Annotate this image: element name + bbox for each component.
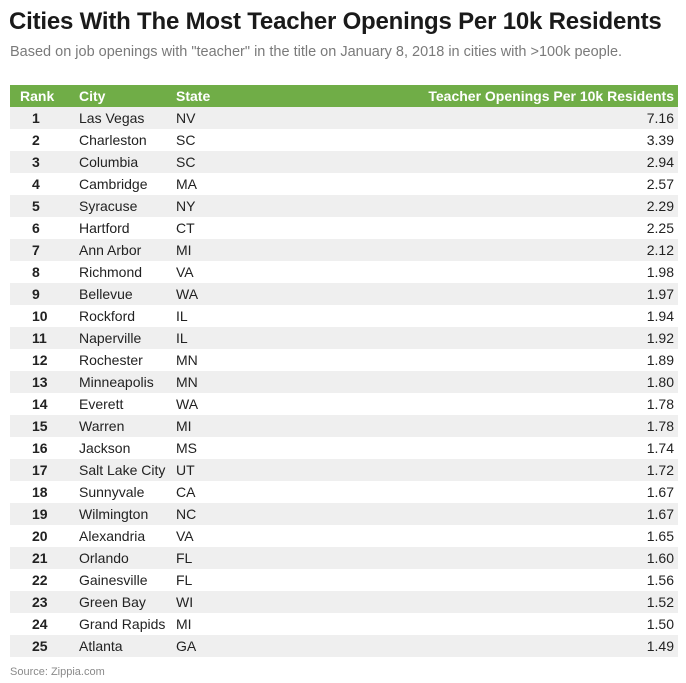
header-value: Teacher Openings Per 10k Residents: [428, 88, 674, 104]
rank-cell: 9: [32, 286, 40, 302]
state-cell: UT: [176, 462, 195, 478]
state-cell: SC: [176, 154, 196, 170]
state-cell: VA: [176, 264, 194, 280]
state-cell: WA: [176, 396, 199, 412]
table-row: [10, 635, 678, 657]
state-cell: FL: [176, 550, 193, 566]
city-cell: Alexandria: [79, 528, 146, 544]
table-row: [10, 283, 678, 305]
rank-cell: 13: [32, 374, 48, 390]
state-cell: CA: [176, 484, 196, 500]
header-city: City: [79, 88, 106, 104]
state-cell: MI: [176, 616, 192, 632]
rank-cell: 8: [32, 264, 40, 280]
city-cell: Charleston: [79, 132, 147, 148]
value-cell: 1.67: [646, 506, 674, 522]
city-cell: Syracuse: [79, 198, 138, 214]
state-cell: MN: [176, 352, 198, 368]
rank-cell: 14: [32, 396, 48, 412]
city-cell: Warren: [79, 418, 125, 434]
value-cell: 7.16: [646, 110, 674, 126]
value-cell: 1.78: [646, 418, 674, 434]
table-row: [10, 349, 678, 371]
rank-cell: 2: [32, 132, 40, 148]
table-row: [10, 217, 678, 239]
chart-subtitle: Based on job openings with "teacher" in the title on January 8, 2018 in cities with >100k people.: [10, 44, 623, 60]
table-row: [10, 591, 678, 613]
state-cell: MA: [176, 176, 197, 192]
chart-title: Cities With The Most Teacher Openings Per 10k Residents: [9, 8, 662, 35]
city-cell: Rockford: [79, 308, 136, 324]
value-cell: 2.12: [646, 242, 674, 258]
state-cell: VA: [176, 528, 194, 544]
rank-cell: 17: [32, 462, 48, 478]
city-cell: Salt Lake City: [79, 462, 166, 478]
table-row: [10, 459, 678, 481]
state-cell: MI: [176, 242, 192, 258]
state-cell: FL: [176, 572, 193, 588]
table-row: [10, 305, 678, 327]
value-cell: 2.25: [646, 220, 674, 236]
rank-cell: 18: [32, 484, 48, 500]
value-cell: 2.94: [646, 154, 674, 170]
rank-cell: 10: [32, 308, 48, 324]
table-row: [10, 151, 678, 173]
state-cell: CT: [176, 220, 195, 236]
rank-cell: 12: [32, 352, 48, 368]
table-row: [10, 525, 678, 547]
table-row: [10, 393, 678, 415]
value-cell: 1.65: [646, 528, 674, 544]
rank-cell: 6: [32, 220, 40, 236]
header-rank: Rank: [20, 88, 55, 104]
table-row: [10, 107, 678, 129]
rank-cell: 1: [32, 110, 40, 126]
rank-cell: 21: [32, 550, 48, 566]
city-cell: Grand Rapids: [79, 616, 166, 632]
rank-cell: 20: [32, 528, 48, 544]
city-cell: Rochester: [79, 352, 143, 368]
table-row: [10, 371, 678, 393]
header-row: [10, 85, 678, 107]
city-cell: Bellevue: [79, 286, 133, 302]
city-cell: Richmond: [79, 264, 143, 280]
table-row: [10, 569, 678, 591]
table-row: [10, 195, 678, 217]
value-cell: 2.57: [646, 176, 674, 192]
city-cell: Columbia: [79, 154, 139, 170]
teacher-openings-table: [10, 85, 678, 657]
value-cell: 3.39: [646, 132, 674, 148]
table-row: [10, 503, 678, 525]
state-cell: MN: [176, 374, 198, 390]
table-row: [10, 129, 678, 151]
state-cell: WA: [176, 286, 199, 302]
city-cell: Green Bay: [79, 594, 146, 610]
state-cell: NV: [176, 110, 196, 126]
table-row: [10, 173, 678, 195]
value-cell: 1.89: [646, 352, 674, 368]
table-row: [10, 415, 678, 437]
table-row: [10, 327, 678, 349]
table-row: [10, 481, 678, 503]
rank-cell: 16: [32, 440, 48, 456]
value-cell: 1.92: [646, 330, 674, 346]
header-state: State: [176, 88, 211, 104]
city-cell: Gainesville: [79, 572, 148, 588]
state-cell: MI: [176, 418, 192, 434]
value-cell: 2.29: [646, 198, 674, 214]
value-cell: 1.80: [646, 374, 674, 390]
value-cell: 1.94: [646, 308, 674, 324]
state-cell: IL: [176, 308, 188, 324]
rank-cell: 23: [32, 594, 48, 610]
table-header: [10, 85, 678, 107]
city-cell: Wilmington: [79, 506, 149, 522]
city-cell: Everett: [79, 396, 124, 412]
state-cell: NY: [176, 198, 196, 214]
rank-cell: 11: [32, 330, 47, 346]
rank-cell: 19: [32, 506, 48, 522]
value-cell: 1.78: [646, 396, 674, 412]
table-row: [10, 613, 678, 635]
rank-cell: 7: [32, 242, 40, 258]
value-cell: 1.98: [646, 264, 674, 280]
value-cell: 1.49: [646, 638, 674, 654]
value-cell: 1.74: [646, 440, 674, 456]
state-cell: WI: [176, 594, 194, 610]
table-row: [10, 239, 678, 261]
city-cell: Orlando: [79, 550, 129, 566]
table-row: [10, 437, 678, 459]
city-cell: Atlanta: [79, 638, 123, 654]
table-body: [10, 107, 678, 657]
city-cell: Naperville: [79, 330, 142, 346]
rank-cell: 25: [32, 638, 48, 654]
state-cell: MS: [176, 440, 197, 456]
state-cell: GA: [176, 638, 197, 654]
value-cell: 1.97: [646, 286, 674, 302]
table-row: [10, 547, 678, 569]
value-cell: 1.67: [646, 484, 674, 500]
rank-cell: 3: [32, 154, 40, 170]
city-cell: Sunnyvale: [79, 484, 145, 500]
source-note: Source: Zippia.com: [10, 666, 105, 678]
table-row: [10, 261, 678, 283]
value-cell: 1.50: [646, 616, 674, 632]
rank-cell: 24: [32, 616, 48, 632]
rank-cell: 5: [32, 198, 40, 214]
rank-cell: 4: [32, 176, 40, 192]
value-cell: 1.72: [646, 462, 674, 478]
value-cell: 1.56: [646, 572, 674, 588]
city-cell: Las Vegas: [79, 110, 145, 126]
city-cell: Jackson: [79, 440, 131, 456]
city-cell: Hartford: [79, 220, 130, 236]
state-cell: NC: [176, 506, 197, 522]
city-cell: Minneapolis: [79, 374, 154, 390]
rank-cell: 22: [32, 572, 48, 588]
state-cell: SC: [176, 132, 196, 148]
city-cell: Cambridge: [79, 176, 148, 192]
city-cell: Ann Arbor: [79, 242, 142, 258]
value-cell: 1.52: [646, 594, 674, 610]
rank-cell: 15: [32, 418, 48, 434]
state-cell: IL: [176, 330, 188, 346]
value-cell: 1.60: [646, 550, 674, 566]
